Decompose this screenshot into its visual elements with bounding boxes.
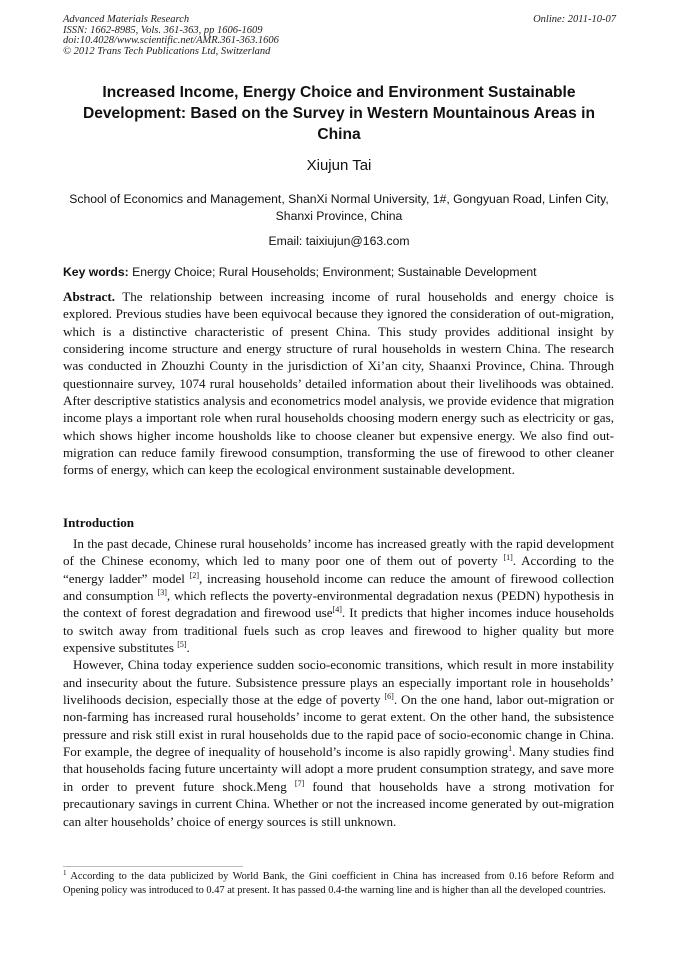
copyright-line: © 2012 Trans Tech Publications Ltd, Switzerland [63, 45, 271, 57]
text-span: , increasing household income can reduce the amount of firewood collection and consumption [63, 570, 615, 604]
text-span: In the past decade, Chinese rural households’ income has increased greatly with the rapid development of the Chinese economy, which led to many poor one of them out of poverty [63, 536, 614, 569]
citation-3[interactable]: [3] [157, 588, 167, 598]
abstract-label: Abstract. [63, 289, 115, 304]
author-affiliation: School of Economics and Management, ShanXi Normal University, 1#, Gongyuan Road, Linfen City, Shanxi Province, China [69, 192, 609, 223]
citation-4[interactable]: [4] [332, 605, 342, 615]
intro-paragraph-2 [63, 656, 614, 829]
abstract [63, 288, 614, 479]
citation-5[interactable]: [5] [177, 640, 187, 650]
doi-line: doi:10.4028/www.scientific.net/AMR.361-363.1606 [63, 35, 279, 46]
citation-6[interactable]: [6] [384, 692, 394, 702]
text-span: . Many studies find that households facing future uncertainty will adopt a more prudent consumption strategy, and save more in order to prevent future shock.Meng [63, 744, 614, 794]
text-span: . According to the “energy ladder” model [63, 553, 614, 586]
introduction-body [63, 535, 614, 830]
footnote-1 [63, 870, 614, 899]
journal-name: Advanced Materials Research [63, 14, 190, 25]
online-date: Online: 2011-10-07 [533, 14, 616, 25]
citation-1[interactable]: [1] [503, 553, 513, 563]
text-span: . [186, 640, 190, 656]
text-span: , which reflects the poverty-environmental degradation nexus (PEDN) hypothesis in the context of forest degradation and firewood use [63, 588, 614, 621]
citation-2[interactable]: [2] [189, 570, 200, 580]
text-span: . On the one hand, labor out-migration or non-farming has increased rural households’ income to gerat extent. On the other hand, the subsistence pressure and risk still exist in rural households due to the rapid pace of socio-economic change in China. For example, the degree of inequality of household’s income is also rapidly growing [63, 692, 614, 760]
text-span: However, China today experience sudden socio-economic transitions, which result in more instability and insecurity about the future. Subsistence pressure plays an especially important role in households’ livelihoods decision, especially those at the edge of poverty [63, 657, 614, 708]
citation-7[interactable]: [7] [294, 778, 305, 788]
footnote-divider [63, 866, 243, 867]
footnote-text: According to the data publicized by World Bank, the Gini coefficient in China has increased from 0.16 before Reform and Opening policy was introduced to 0.47 at present. It has passed 0.4-the warning line and is higher than all the developed countries. [63, 871, 614, 897]
abstract-text: The relationship between increasing income of rural households and energy choice is explored. Previous studies have been equivocal because they ignored the consideration of out-migration, which is a distinctive characteristic of present China. This study provides additional insight by considering income structure and energy structure of rural households in western China. The research was conducted in Zhouzhi County in the jurisdiction of Xi’an city, Shaanxi Province, China. Through questionnaire survey, 1074 rural households’ detailed information about their livelihoods was obtained. After descriptive statistics analysis and econometrics model analysis, we provide evidence that migration income plays a important role when rural households choosing modern energy such as electricity or gas, which shows higher income housholds like to choose cleaner but expensive energy. We also find out-migration can reduce family firewood consumption, transforming the use of firewood to other cleaner forms of energy, which can keep the ecological environment sustainable development. [63, 289, 614, 478]
text-span: . It predicts that higher incomes induce households to switch away from traditional fuels such as crop leaves and firewood to higher quality but more expensive substitutes [63, 605, 614, 656]
intro-paragraph-1 [63, 535, 614, 656]
keywords-list: Energy Choice; Rural Households; Environment; Sustainable Development [132, 265, 537, 279]
paper-title: Increased Income, Energy Choice and Environment Sustainable Development: Based on the Survey in Western Mountainous Areas in China [82, 84, 596, 143]
journal-metadata [63, 15, 279, 57]
section-heading-introduction: Introduction [63, 515, 135, 530]
text-span: found that households have a strong motivation for precautionary savings in current China. Whether or not the increased income generated by out-migration can alter households’ choice of energy sources is still unknown. [63, 778, 614, 829]
issn-line: ISSN: 1662-8985, Vols. 361-363, pp 1606-1609 [63, 24, 263, 36]
footnote-ref-1[interactable]: 1 [508, 744, 513, 754]
author-email: Email: taixiujun@163.com [268, 234, 410, 248]
author-name: Xiujun Tai [306, 157, 372, 174]
keywords-line [63, 264, 618, 280]
keywords-label: Key words: [63, 265, 129, 279]
footnote-mark: 1 [63, 869, 67, 877]
